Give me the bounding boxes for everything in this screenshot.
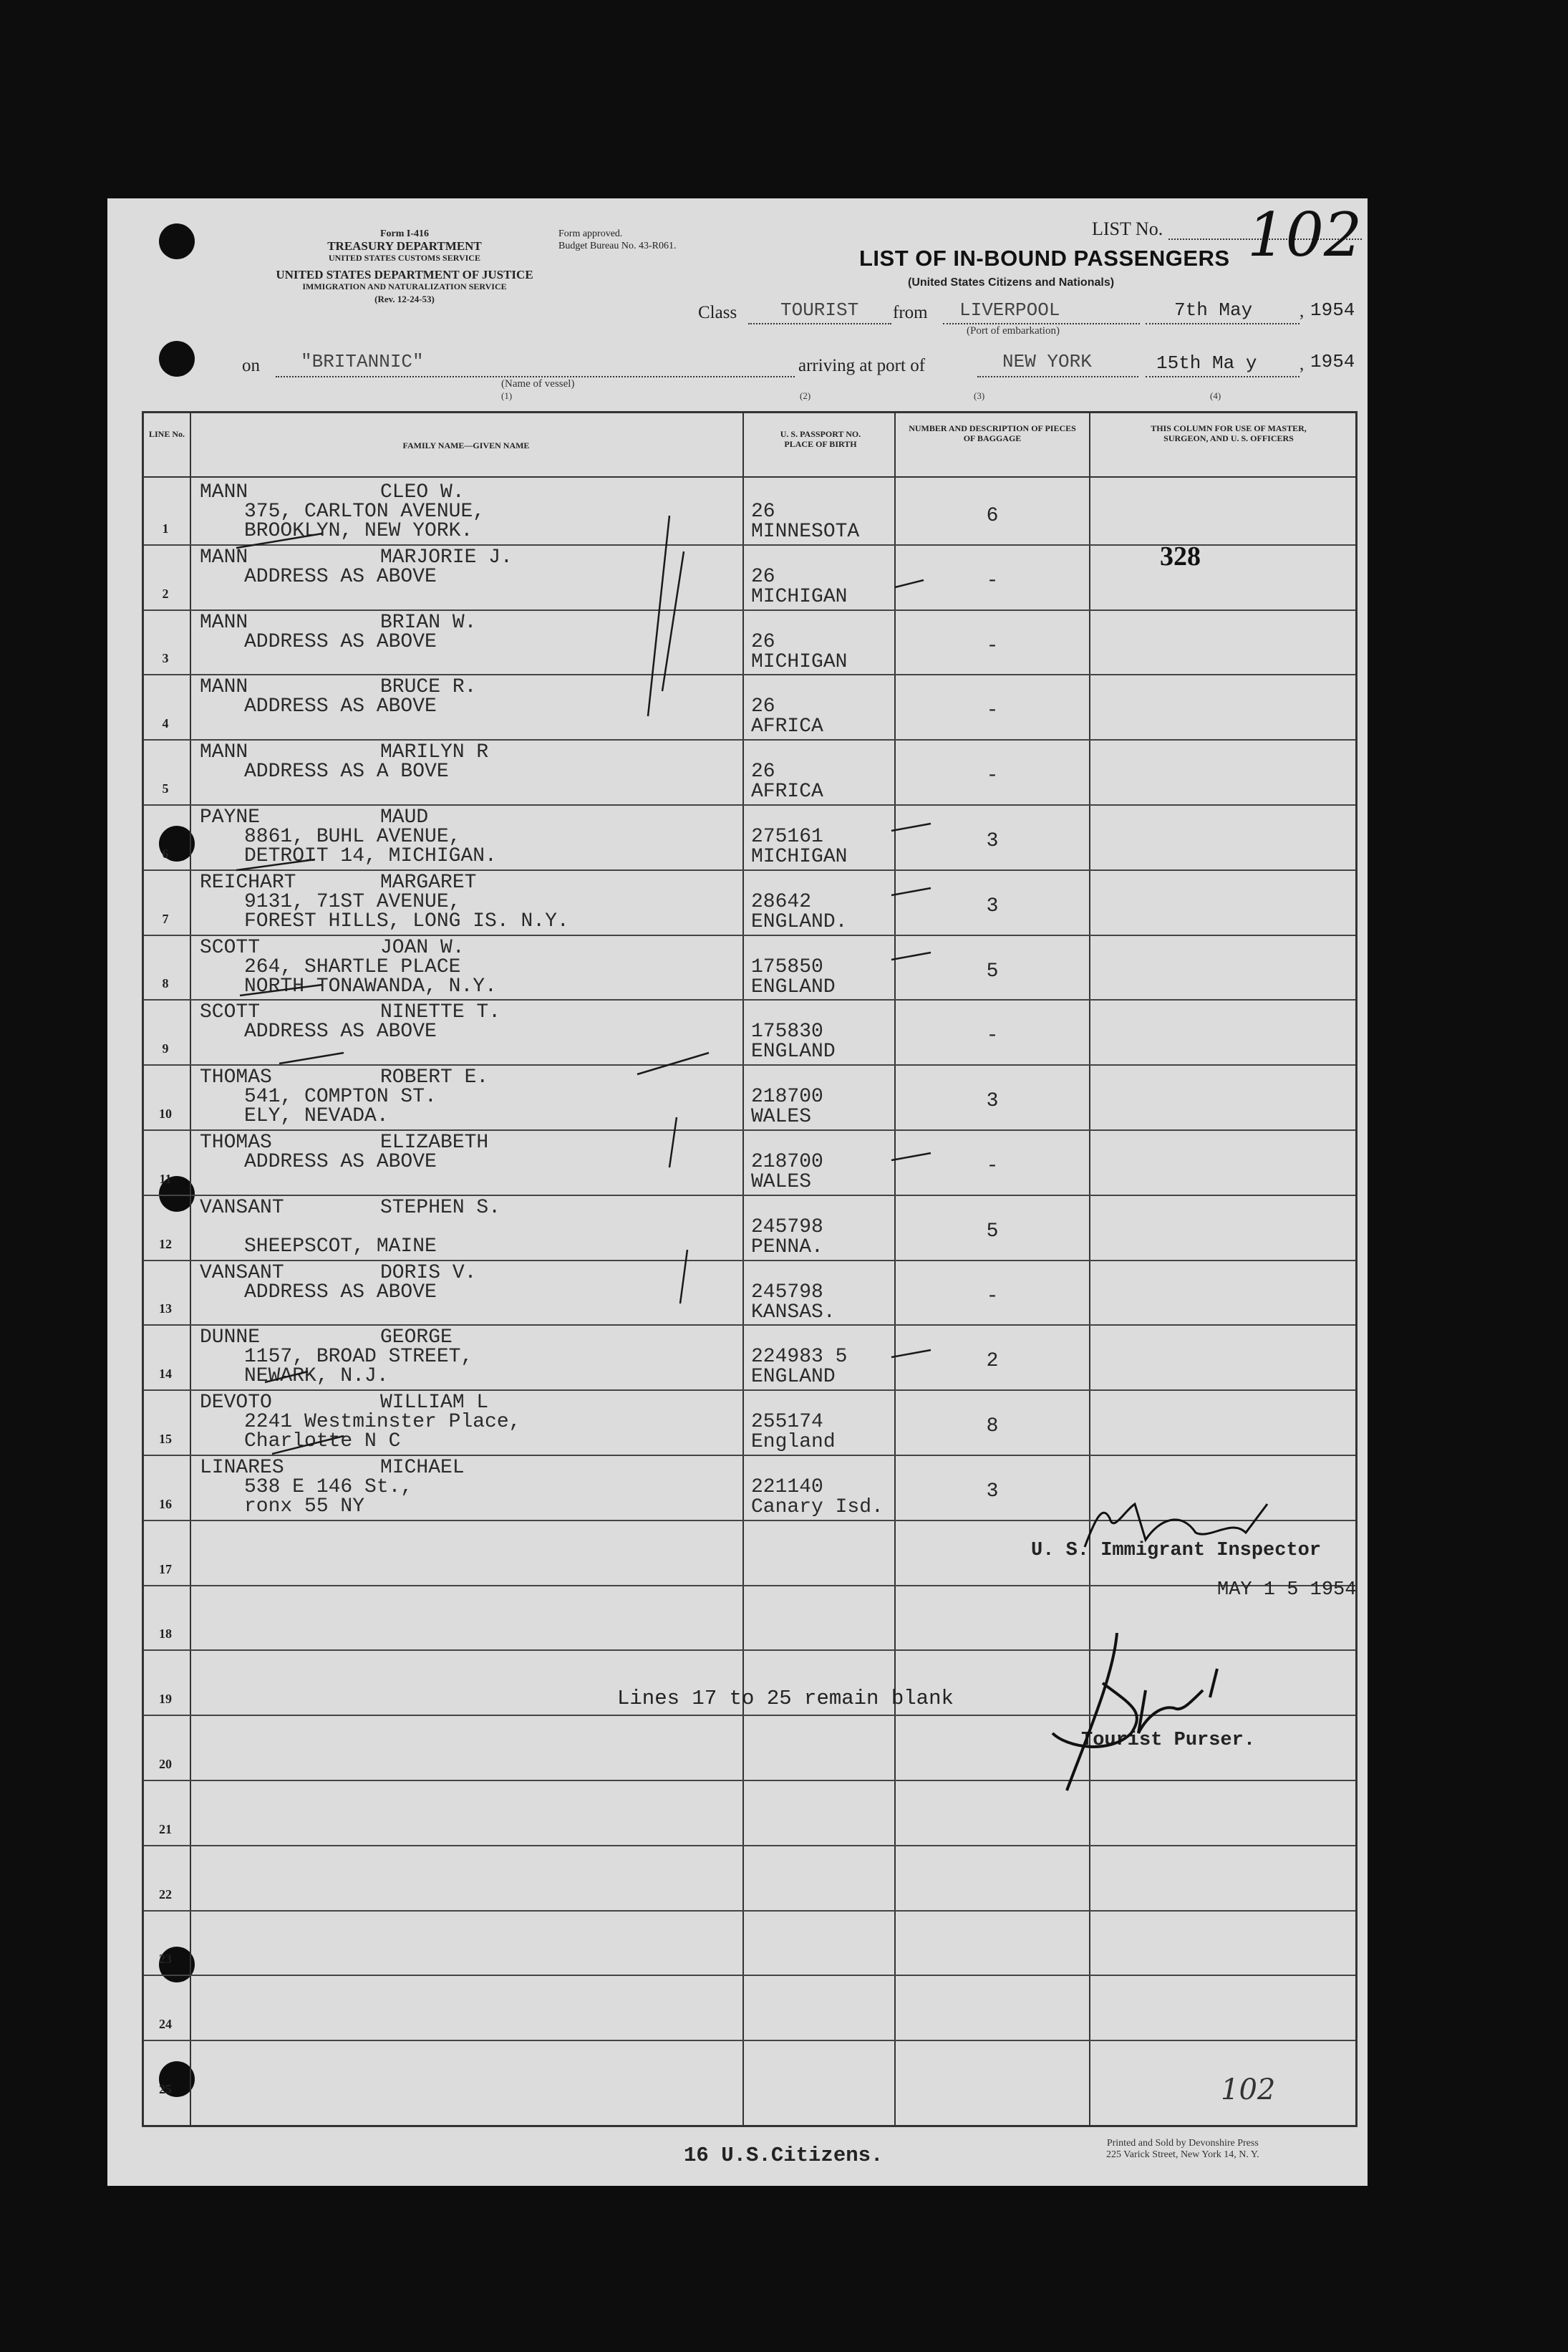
- check-mark: [891, 1153, 931, 1160]
- passport-number: 218700: [751, 1086, 823, 1109]
- form-subtitle: (United States Citizens and Nationals): [908, 276, 1115, 289]
- baggage-count: -: [986, 1285, 999, 1308]
- check-mark: [891, 1350, 931, 1357]
- address-line-2: SHEEPSCOT, MAINE: [244, 1235, 437, 1258]
- col-head-line-no: LINE No.: [148, 429, 185, 439]
- given-name: NINETTE T.: [380, 1001, 501, 1024]
- address-line-2: Charlotte N C: [244, 1430, 401, 1453]
- officer-number: 328: [1160, 541, 1201, 572]
- line-number: 8: [162, 976, 169, 991]
- form-number: Form I-416: [379, 228, 430, 239]
- check-mark: [236, 534, 322, 548]
- line-number: 23: [159, 1952, 172, 1967]
- place-of-birth: PENNA.: [751, 1235, 823, 1258]
- family-name: THOMAS: [200, 1132, 272, 1154]
- place-of-birth: MICHIGAN: [751, 846, 848, 868]
- passport-number: 26: [751, 695, 775, 718]
- check-mark: [240, 985, 322, 996]
- passport-number: 245798: [751, 1281, 823, 1303]
- line-number: 5: [162, 781, 169, 796]
- form-approved: Form approved.: [558, 228, 623, 239]
- address-line-2: DETROIT 14, MICHIGAN.: [244, 845, 497, 867]
- given-name: GEORGE: [380, 1326, 453, 1349]
- check-mark: [895, 580, 924, 587]
- check-mark: [680, 1250, 687, 1303]
- check-mark: [265, 1372, 308, 1382]
- printer-line-2: 225 Varick Street, New York 14, N. Y.: [1106, 2149, 1259, 2160]
- line-number: 20: [159, 1757, 172, 1771]
- given-name: WILLIAM L: [380, 1392, 489, 1414]
- line-number: 21: [159, 1821, 172, 1836]
- inspector-signature: [1085, 1504, 1267, 1547]
- given-name: JOAN W.: [380, 936, 465, 959]
- printer-line-1: Printed and Sold by Devonshire Press: [1106, 2138, 1259, 2149]
- inspector-label: U. S. Immigrant Inspector: [1031, 1540, 1322, 1561]
- family-name: MANN: [200, 741, 248, 764]
- line-number: 14: [159, 1367, 172, 1382]
- from-label: from: [893, 303, 928, 322]
- passport-number: 255174: [751, 1411, 823, 1434]
- baggage-count: -: [986, 1155, 999, 1177]
- col-num-3: (3): [974, 390, 985, 401]
- line-number: 16: [159, 1496, 172, 1511]
- family-name: MANN: [200, 481, 248, 503]
- address-line-1: ADDRESS AS A BOVE: [244, 761, 449, 784]
- list-no-value: 102: [1247, 200, 1363, 270]
- line-number: 17: [159, 1561, 172, 1576]
- family-name: SCOTT: [200, 1001, 261, 1024]
- customs-service: UNITED STATES CUSTOMS SERVICE: [329, 253, 480, 263]
- year-prefix: ,: [1300, 302, 1305, 321]
- arriving-label: arriving at port of: [798, 356, 926, 375]
- baggage-count: 2: [986, 1350, 999, 1373]
- given-name: BRIAN W.: [380, 611, 477, 634]
- line-number: 13: [159, 1301, 172, 1316]
- baggage-count: 6: [986, 505, 999, 527]
- place-of-birth: ENGLAND: [751, 1041, 836, 1064]
- baggage-count: 3: [986, 1480, 999, 1503]
- given-name: MARJORIE J.: [380, 546, 513, 569]
- place-of-birth: Canary Isd.: [751, 1496, 884, 1518]
- place-of-birth: England: [751, 1431, 836, 1454]
- col-head-passport: U. S. PASSPORT NO. PLACE OF BIRTH: [780, 429, 861, 449]
- address-line-1: ADDRESS AS ABOVE: [244, 1151, 437, 1173]
- baggage-count: 3: [986, 830, 999, 852]
- check-mark: [236, 859, 315, 870]
- line-number: 11: [159, 1171, 172, 1186]
- given-name: MARILYN R: [380, 741, 489, 764]
- address-line-1: ADDRESS AS ABOVE: [244, 630, 437, 653]
- given-name: MICHAEL: [380, 1457, 465, 1479]
- address-line-2: BROOKLYN, NEW YORK.: [244, 520, 473, 542]
- family-name: MANN: [200, 611, 248, 634]
- family-name: MANN: [200, 546, 248, 569]
- baggage-count: 3: [986, 895, 999, 917]
- address-line-2: ronx 55 NY: [244, 1495, 365, 1518]
- from-value: LIVERPOOL: [959, 299, 1060, 321]
- line-number: 22: [159, 1886, 172, 1902]
- on-label: on: [242, 356, 260, 375]
- address-line-1: 8861, BUHL AVENUE,: [244, 826, 461, 848]
- list-no-label: LIST No.: [1092, 218, 1163, 239]
- given-name: MAUD: [380, 806, 429, 829]
- line-number: 9: [162, 1041, 169, 1056]
- passport-number: 224983 5: [751, 1346, 848, 1369]
- family-name: MANN: [200, 676, 248, 699]
- line-number: 3: [162, 651, 169, 666]
- family-name: DUNNE: [200, 1326, 261, 1349]
- col-head-officers: THIS COLUMN FOR USE OF MASTER, SURGEON, AND U. S. OFFICERS: [1151, 423, 1307, 443]
- baggage-count: 5: [986, 1220, 999, 1243]
- check-mark: [891, 888, 931, 895]
- line-number: 1: [162, 521, 169, 536]
- year-two: 1954: [1310, 351, 1355, 372]
- line-number: 15: [159, 1432, 172, 1446]
- baggage-count: -: [986, 635, 999, 657]
- given-name: ROBERT E.: [380, 1066, 489, 1089]
- class-value: TOURIST: [780, 299, 859, 321]
- family-name: VANSANT: [200, 1261, 284, 1284]
- blank-lines-note: Lines 17 to 25 remain blank: [617, 1687, 954, 1710]
- year-one: 1954: [1310, 299, 1355, 321]
- inspection-stamp-date: MAY 1 5 1954: [1217, 1579, 1357, 1601]
- check-mark: [279, 1053, 344, 1064]
- address-line-1: ADDRESS AS ABOVE: [244, 1281, 437, 1303]
- vessel-caption: (Name of vessel): [501, 378, 575, 390]
- place-of-birth: MICHIGAN: [751, 650, 848, 673]
- passport-number: 245798: [751, 1215, 823, 1238]
- line-number: 19: [159, 1692, 172, 1707]
- baggage-count: 5: [986, 960, 999, 983]
- line-number: 2: [162, 586, 169, 601]
- place-of-birth: WALES: [751, 1171, 812, 1193]
- check-mark: [648, 516, 669, 716]
- ins-service: IMMIGRATION AND NATURALIZATION SERVICE: [302, 281, 507, 291]
- baggage-count: -: [986, 765, 999, 788]
- arrival-date: 15th Ma y: [1156, 352, 1257, 374]
- line-number: 12: [159, 1236, 172, 1251]
- place-of-birth: ENGLAND: [751, 975, 836, 998]
- place-of-birth: MINNESOTA: [751, 521, 860, 543]
- passport-number: 175850: [751, 955, 823, 978]
- vessel-col-num: (1): [501, 390, 513, 401]
- depart-date: 7th May: [1174, 299, 1253, 321]
- place-of-birth: WALES: [751, 1106, 812, 1129]
- vessel-name: "BRITANNIC": [301, 351, 424, 372]
- given-name: BRUCE R.: [380, 676, 477, 699]
- address-line-2: NEWARK, N.J.: [244, 1365, 389, 1388]
- address-line-1: 264, SHARTLE PLACE: [244, 955, 461, 978]
- col-num-4: (4): [1210, 390, 1221, 401]
- given-name: MARGARET: [380, 871, 477, 894]
- given-name: CLEO W.: [380, 481, 465, 503]
- address-line-2: ELY, NEVADA.: [244, 1105, 389, 1128]
- line-number: 25: [159, 2082, 172, 2096]
- address-line-1: ADDRESS AS ABOVE: [244, 1021, 437, 1044]
- citizens-count: 16 U.S.Citizens.: [684, 2144, 884, 2167]
- passport-number: 221140: [751, 1476, 823, 1498]
- treasury-dept: TREASURY DEPARTMENT: [327, 239, 482, 253]
- purser-signature: [1052, 1633, 1217, 1790]
- family-name: SCOTT: [200, 936, 261, 959]
- family-name: THOMAS: [200, 1066, 272, 1089]
- baggage-count: 8: [986, 1415, 999, 1438]
- address-line-1: 2241 Westminster Place,: [244, 1411, 521, 1434]
- family-name: VANSANT: [200, 1196, 284, 1219]
- given-name: STEPHEN S.: [380, 1196, 501, 1219]
- family-name: REICHART: [200, 871, 296, 894]
- line-number: 24: [159, 2017, 172, 2032]
- budget-bureau: Budget Bureau No. 43-R061.: [558, 241, 677, 251]
- family-name: PAYNE: [200, 806, 261, 829]
- revision-date: (Rev. 12-24-53): [374, 294, 435, 304]
- address-line-1: 541, COMPTON ST.: [244, 1086, 437, 1109]
- year-prefix-2: ,: [1300, 355, 1305, 374]
- check-mark: [637, 1053, 709, 1074]
- address-line-2: NORTH TONAWANDA, N.Y.: [244, 975, 497, 998]
- passport-number: 26: [751, 630, 775, 653]
- line-number: 18: [159, 1626, 172, 1642]
- place-of-birth: MICHIGAN: [751, 585, 848, 608]
- check-mark: [272, 1436, 344, 1454]
- purser-label: Tourist Purser.: [1081, 1730, 1256, 1751]
- family-name: LINARES: [200, 1457, 284, 1479]
- list-no-bottom: 102: [1221, 2073, 1276, 2106]
- family-name: DEVOTO: [200, 1392, 272, 1414]
- place-of-birth: AFRICA: [751, 781, 823, 804]
- passport-number: 26: [751, 761, 775, 784]
- baggage-count: -: [986, 1025, 999, 1048]
- form-title: LIST OF IN-BOUND PASSENGERS: [859, 246, 1230, 271]
- passport-number: 275161: [751, 826, 823, 848]
- place-of-birth: KANSAS.: [751, 1301, 836, 1324]
- passport-number: 175830: [751, 1021, 823, 1044]
- check-mark: [891, 824, 931, 831]
- class-label: Class: [698, 303, 737, 322]
- check-mark: [662, 551, 684, 691]
- embark-caption: (Port of embarkation): [967, 325, 1060, 337]
- justice-dept: UNITED STATES DEPARTMENT OF JUSTICE: [276, 268, 533, 281]
- arrival-port: NEW YORK: [1002, 351, 1092, 372]
- line-number: 10: [159, 1107, 172, 1121]
- address-line-1: 1157, BROAD STREET,: [244, 1346, 473, 1369]
- address-line-1: ADDRESS AS ABOVE: [244, 565, 437, 588]
- address-line-1: ADDRESS AS ABOVE: [244, 695, 437, 718]
- place-of-birth: ENGLAND.: [751, 910, 848, 933]
- address-line-1: 375, CARLTON AVENUE,: [244, 501, 485, 523]
- col-num-2: (2): [800, 390, 811, 401]
- check-mark: [669, 1117, 677, 1167]
- baggage-count: 3: [986, 1090, 999, 1113]
- address-line-1: 9131, 71ST AVENUE,: [244, 890, 461, 913]
- place-of-birth: ENGLAND: [751, 1366, 836, 1389]
- baggage-count: -: [986, 700, 999, 723]
- passport-number: 218700: [751, 1151, 823, 1173]
- passport-number: 26: [751, 565, 775, 588]
- baggage-count: -: [986, 569, 999, 592]
- col-head-baggage: NUMBER AND DESCRIPTION OF PIECES OF BAGGAGE: [909, 423, 1076, 443]
- place-of-birth: AFRICA: [751, 715, 823, 738]
- line-number: 4: [162, 716, 169, 731]
- given-name: DORIS V.: [380, 1261, 477, 1284]
- line-number: 6: [162, 846, 169, 861]
- check-mark: [891, 953, 931, 960]
- col-head-name: FAMILY NAME—GIVEN NAME: [402, 440, 530, 450]
- passport-number: 28642: [751, 890, 812, 913]
- check-marks: [236, 516, 931, 1454]
- line-number: 7: [162, 911, 169, 926]
- given-name: ELIZABETH: [380, 1132, 489, 1154]
- address-line-2: FOREST HILLS, LONG IS. N.Y.: [244, 910, 569, 932]
- address-line-1: 538 E 146 St.,: [244, 1476, 413, 1498]
- passport-number: 26: [751, 501, 775, 523]
